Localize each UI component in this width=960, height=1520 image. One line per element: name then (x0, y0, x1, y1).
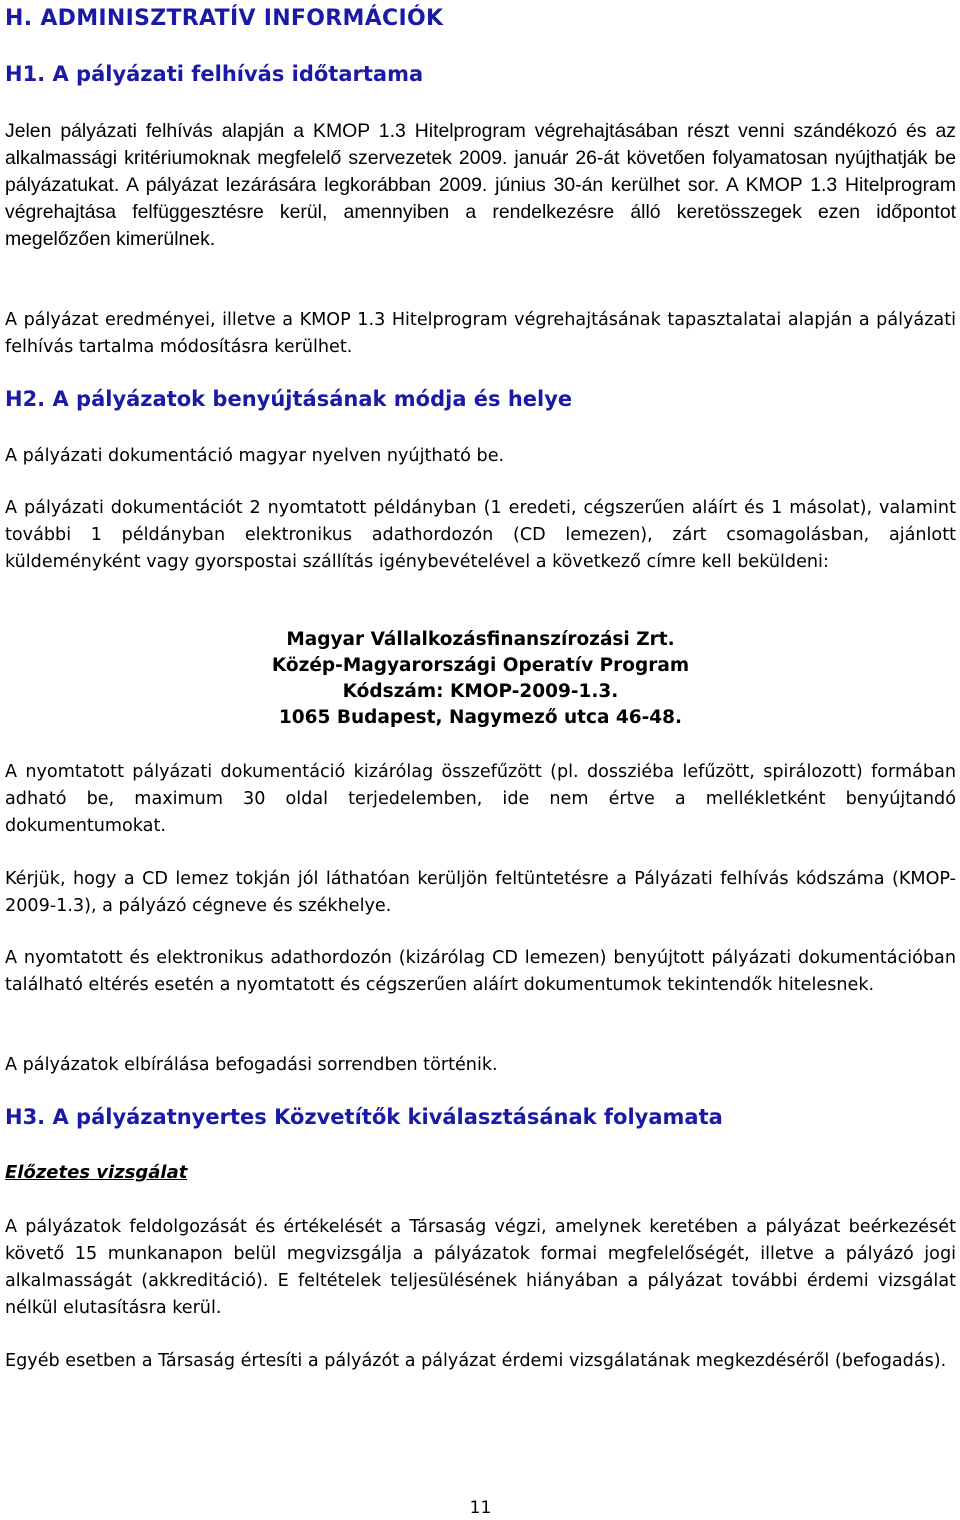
section-h2-paragraph-2: A pályázati dokumentációt 2 nyomtatott példányban (1 eredeti, cégszerűen aláírt és 1 másolat), valamint további 1 példányban elektronikus adathordozón (CD lemezen), zárt csomagolásban, ajánlott küldeményként vagy gyorspostai szállítás igénybevételével a következő címre kell beküldeni: (5, 498, 956, 572)
section-h2-paragraph-1: A pályázati dokumentáció magyar nyelven nyújtható be. (5, 446, 505, 466)
section-h1-paragraph-2: A pályázat eredményei, illetve a KMOP 1.3 Hitelprogram végrehajtásának tapasztalatai alapján a pályázati felhívás tartalma módosításra kerülhet. (5, 310, 956, 357)
section-h3-paragraph-1: A pályázatok feldolgozását és értékelését a Társaság végzi, amelynek keretében a pályázat beérkezését követő 15 munkanapon belül megvizsgálja a pályázatok formai megfelelőségét, illetve a pályázó jogi alkalmasságát (akkreditáció). E feltételek teljesülésének hiányában a pályázat további érdemi vizsgálat nélkül elutasításra kerül. (5, 1217, 956, 1318)
section-h2-paragraph-5: A nyomtatott és elektronikus adathordozón (kizárólag CD lemezen) benyújtott pályázati dokumentációban található eltérés esetén a nyomtatott és cégszerűen aláírt dokumentumok tekintendők hitelesnek. (5, 948, 956, 995)
section-h2-paragraph-6: A pályázatok elbírálása befogadási sorrendben történik. (5, 1055, 498, 1075)
section-h2-title: H2. A pályázatok benyújtásának módja és helye (5, 387, 573, 411)
section-h3-title: H3. A pályázatnyertes Közvetítők kiválasztásának folyamata (5, 1105, 723, 1129)
section-h3-paragraph-2: Egyéb esetben a Társaság értesíti a pályázót a pályázat érdemi vizsgálatának megkezdéséről (befogadás). (5, 1351, 947, 1371)
address-line-3: Kódszám: KMOP-2009-1.3. (342, 681, 619, 702)
section-h1-paragraph-1: Jelen pályázati felhívás alapján a KMOP 1.3 Hitelprogram végrehajtásában részt venni szándékozó és az alkalmassági kritériumoknak megfelelő szervezetek 2009. január 26-át követően folyamatosan nyújthatják be pályázatukat. A pályázat lezárására legkorábban 2009. június 30-án kerülhet sor. A KMOP 1.3 Hitelprogram végrehajtása felfüggesztésre kerül, amennyiben a rendelkezésre álló keretösszegek ezen időpontot megelőzően kimerülnek. (5, 120, 956, 250)
address-line-4: 1065 Budapest, Nagymező utca 46-48. (278, 707, 683, 728)
section-h2-paragraph-4: Kérjük, hogy a CD lemez tokján jól láthatóan kerüljön feltüntetésre a Pályázati felhívás kódszáma (KMOP-2009-1.3), a pályázó cégneve és székhelye. (5, 869, 956, 916)
section-h1-title: H1. A pályázati felhívás időtartama (5, 62, 424, 86)
section-h2-paragraph-3: A nyomtatott pályázati dokumentáció kizárólag összefűzött (pl. dossziéba lefűzött, spirálozott) formában adható be, maximum 30 oldal terjedelemben, ide nem értve a mellékletként benyújtandó dokumentumokat. (5, 762, 956, 836)
page-number: 11 (469, 1498, 492, 1518)
main-heading: H. ADMINISZTRATÍV INFORMÁCIÓK (5, 6, 444, 31)
mailing-address (5, 627, 956, 731)
section-h3-subtitle: Előzetes vizsgálat (5, 1162, 188, 1183)
address-line-2: Közép-Magyarországi Operatív Program (271, 655, 690, 676)
address-line-1: Magyar Vállalkozásfinanszírozási Zrt. (286, 629, 675, 650)
